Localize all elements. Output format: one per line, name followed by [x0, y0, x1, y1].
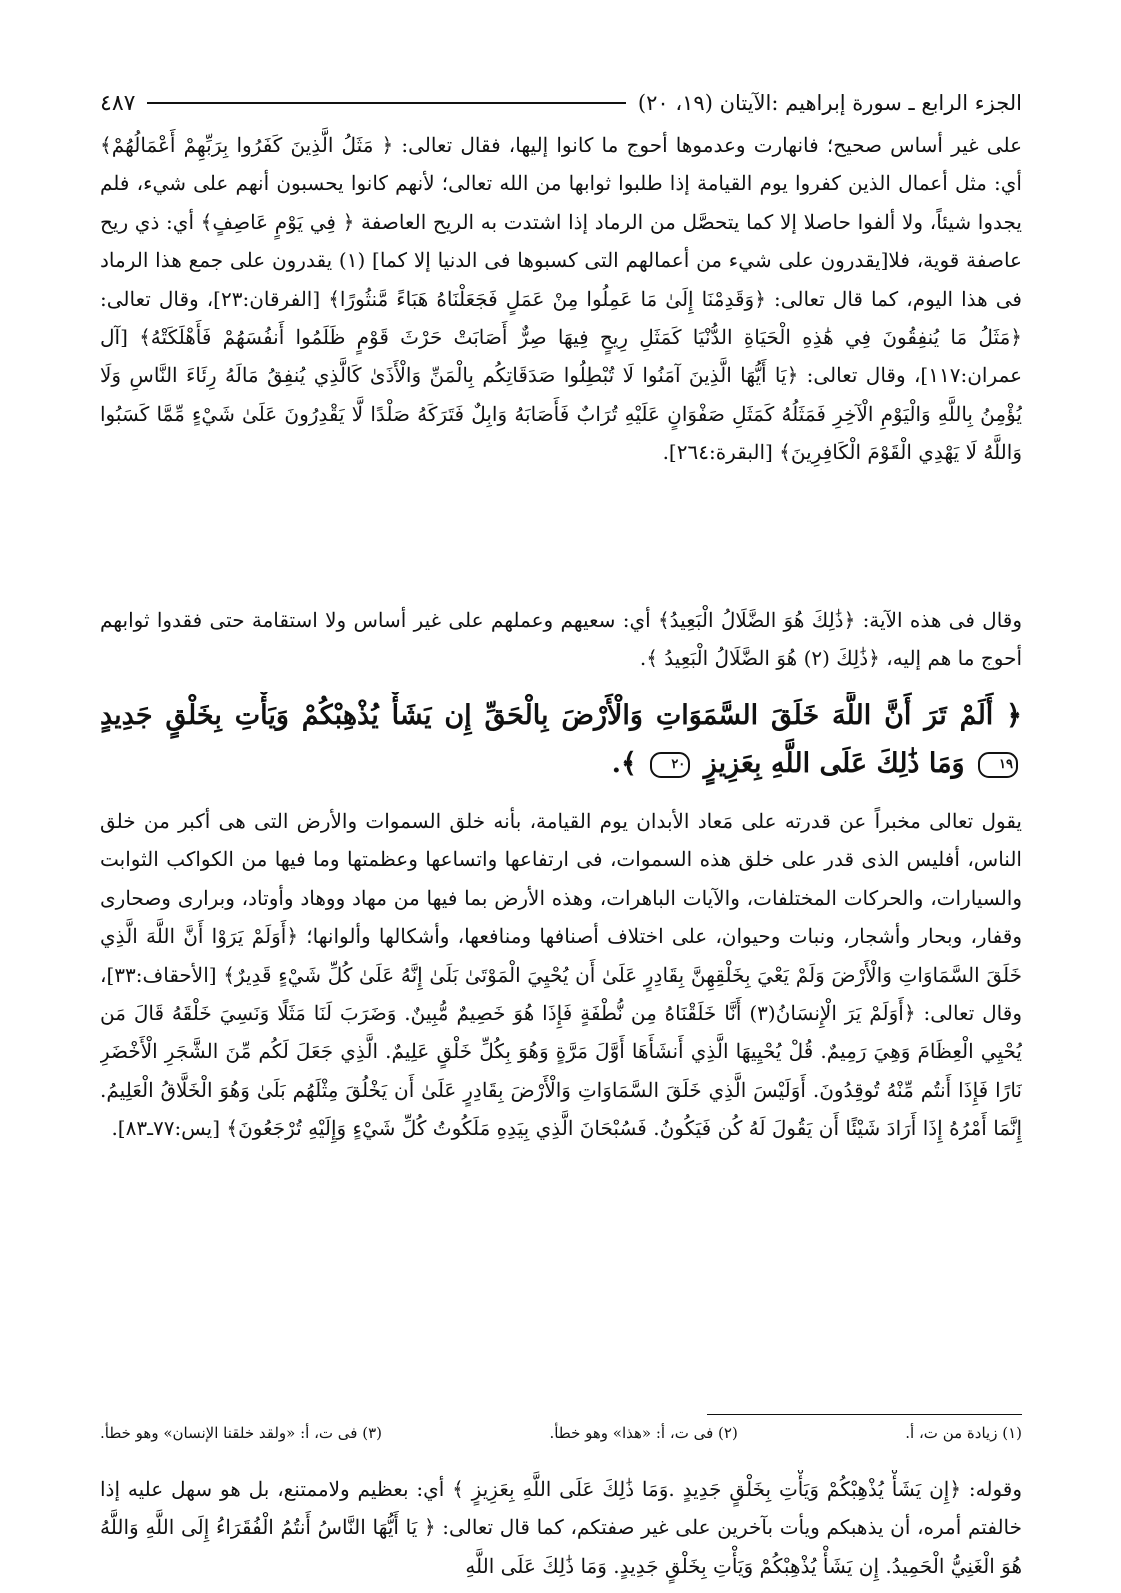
paragraph-2: وقال فى هذه الآية: ﴿ذَٰلِكَ هُوَ الضَّلَالُ الْبَعِيدُ﴾ أي: سعيهم وعملهم على غير أساس ولا استقامة حتى فقدوا ثوابهم أحوج ما هم إليه، ﴿ذَٰلِكَ (٢) هُوَ الضَّلَالُ الْبَعِيدُ ﴾. [100, 608, 1022, 671]
paragraph-4: وقوله: ﴿إِن يَشَأْ يُذْهِبْكُمْ وَيَأْتِ بِخَلْقٍ جَدِيدٍ .وَمَا ذَٰلِكَ عَلَى اللَّهِ بِعَزِيزٍ ﴾ أي: بعظيم ولاممتنع، بل هو سهل عليه إذا خالفتم أمره، أن يذهبكم ويأت بآخرين على غير صفتكم، كما قال تعالى: ﴿ يَا أَيُّهَا النَّاسُ أَنتُمُ الْفُقَرَاءُ إِلَى اللَّهِ وَاللَّهُ هُوَ الْغَنِيُّ الْحَمِيدُ. إِن يَشَأْ يُذْهِبْكُمْ وَيَأْتِ بِخَلْقٍ جَدِيدٍ. وَمَا ذَٰلِكَ عَلَى اللَّهِ [100, 1477, 1022, 1578]
footnotes [100, 1424, 1022, 1450]
verse-line-1: ﴿ أَلَمْ تَرَ أَنَّ اللَّهَ خَلَقَ السَّمَوَاتِ وَالْأَرْضَ بِالْحَقِّ إِن يَشَأْ يُذْهِبْكُمْ وَيَأْتِ بِخَلْقٍ جَدِيدٍ [100, 700, 1022, 731]
verse-close: ﴾. [611, 748, 637, 779]
ayah-number-20: ٢٠ [650, 752, 690, 778]
paragraph-1: على غير أساس صحيح؛ فانهارت وعدموها أحوج ما كانوا إليها، فقال تعالى: ﴿ مَثَلُ الَّذِينَ كَفَرُوا بِرَبِّهِمْ أَعْمَالُهُمْ﴾ أي: مثل أعمال الذين كفروا يوم القيامة إذا طلبوا ثوابها من الله تعالى؛ لأنهم كانوا يحسبون أنهم على شيء، فلم يجدوا شيئاً، ولا ألفوا حاصلا إلا كما يتحصَّل من الرماد إذا اشتدت به الريح العاصفة ﴿ فِي يَوْمٍ عَاصِفٍ﴾ أي: ذي ريح عاصفة قوية، فلا[يقدرون على شيء من أعمالهم التى كسبوها فى الدنيا إلا كما] (١) يقدرون على جمع هذا الرماد فى هذا اليوم، كما قال تعالى: ﴿وَقَدِمْنَا إِلَىٰ مَا عَمِلُوا مِنْ عَمَلٍ فَجَعَلْنَاهُ هَبَاءً مَّنثُورًا﴾ [الفرقان:٢٣]، وقال تعالى: ﴿مَثَلُ مَا يُنفِقُونَ فِي هَٰذِهِ الْحَيَاةِ الدُّنْيَا كَمَثَلِ رِيحٍ فِيهَا صِرٌّ أَصَابَتْ حَرْثَ قَوْمٍ ظَلَمُوا أَنفُسَهُمْ فَأَهْلَكَتْهُ﴾ [آل عمران:١١٧]، وقال تعالى: ﴿يَا أَيُّهَا الَّذِينَ آمَنُوا لَا تُبْطِلُوا صَدَقَاتِكُم بِالْمَنِّ وَالْأَذَىٰ كَالَّذِي يُنفِقُ مَالَهُ رِئَاءَ النَّاسِ وَلَا يُؤْمِنُ بِاللَّهِ وَالْيَوْمِ الْآخِرِ فَمَثَلُهُ كَمَثَلِ صَفْوَانٍ عَلَيْهِ تُرَابٌ فَأَصَابَهُ وَابِلٌ فَتَرَكَهُ صَلْدًا لَّا يَقْدِرُونَ عَلَىٰ شَيْءٍ مِّمَّا كَسَبُوا وَاللَّهُ لَا يَهْدِي الْقَوْمَ الْكَافِرِينَ﴾ [البقرة:٢٦٤]. [100, 133, 1022, 465]
footnote-2: (٢) فى ت، أ: «هذا» وهو خطأ. [549, 1424, 738, 1442]
book-page [100, 86, 1022, 1586]
page-number: ٤٨٧ [100, 90, 136, 116]
running-header [100, 86, 1022, 120]
ayah-number-19: ١٩ [978, 752, 1018, 778]
verse-block [100, 692, 1022, 788]
footnote-1: (١) زيادة من ت، أ. [905, 1424, 1022, 1442]
header-rule [147, 102, 625, 104]
paragraph-3: يقول تعالى مخبراً عن قدرته على مَعاد الأبدان يوم القيامة، بأنه خلق السموات والأرض التى هى أكبر من خلق الناس، أفليس الذى قدر على خلق هذه السموات، فى ارتفاعها واتساعها وعظمتها وما فيها من الكواكب الثوابت والسيارات، والحركات المختلفات، والآيات الباهرات، وهذه الأرض بما فيها من مهاد ووهاد وأوتاد، وبرارى وصحارى وقفار، وبحار وأشجار، ونبات وحيوان، على اختلاف أصنافها ومنافعها، وأشكالها وألوانها؛ ﴿أَوَلَمْ يَرَوْا أَنَّ اللَّهَ الَّذِي خَلَقَ السَّمَاوَاتِ وَالْأَرْضَ وَلَمْ يَعْيَ بِخَلْقِهِنَّ بِقَادِرٍ عَلَىٰ أَن يُحْيِيَ الْمَوْتَىٰ بَلَىٰ إِنَّهُ عَلَىٰ كُلِّ شَيْءٍ قَدِيرٌ﴾ [الأحقاف:٣٣]، وقال تعالى: ﴿أَوَلَمْ يَرَ الْإِنسَانُ(٣) أَنَّا خَلَقْنَاهُ مِن نُّطْفَةٍ فَإِذَا هُوَ خَصِيمٌ مُّبِينٌ. وَضَرَبَ لَنَا مَثَلًا وَنَسِيَ خَلْقَهُ قَالَ مَن يُحْيِي الْعِظَامَ وَهِيَ رَمِيمٌ. قُلْ يُحْيِيهَا الَّذِي أَنشَأَهَا أَوَّلَ مَرَّةٍ وَهُوَ بِكُلِّ خَلْقٍ عَلِيمٌ. الَّذِي جَعَلَ لَكُم مِّنَ الشَّجَرِ الْأَخْضَرِ نَارًا فَإِذَا أَنتُم مِّنْهُ تُوقِدُونَ. أَوَلَيْسَ الَّذِي خَلَقَ السَّمَاوَاتِ وَالْأَرْضَ بِقَادِرٍ عَلَىٰ أَن يَخْلُقَ مِثْلَهُم بَلَىٰ وَهُوَ الْخَلَّاقُ الْعَلِيمُ. إِنَّمَا أَمْرُهُ إِذَا أَرَادَ شَيْئًا أَن يَقُولَ لَهُ كُن فَيَكُونُ. فَسُبْحَانَ الَّذِي بِيَدِهِ مَلَكُوتُ كُلِّ شَيْءٍ وَإِلَيْهِ تُرْجَعُونَ﴾ [يس:٧٧ـ٨٣]. [100, 809, 1022, 1141]
verse-line-2: وَمَا ذَٰلِكَ عَلَى اللَّهِ بِعَزِيزٍ [703, 748, 965, 779]
header-title: الجزء الرابع ـ سورة إبراهيم :الآيتان (١٩، ٢٠) [637, 91, 1022, 115]
footnote-rule [707, 1414, 1022, 1415]
footnote-3: (٣) فى ت، أ: «ولقد خلقنا الإنسان» وهو خطأ. [100, 1424, 383, 1442]
